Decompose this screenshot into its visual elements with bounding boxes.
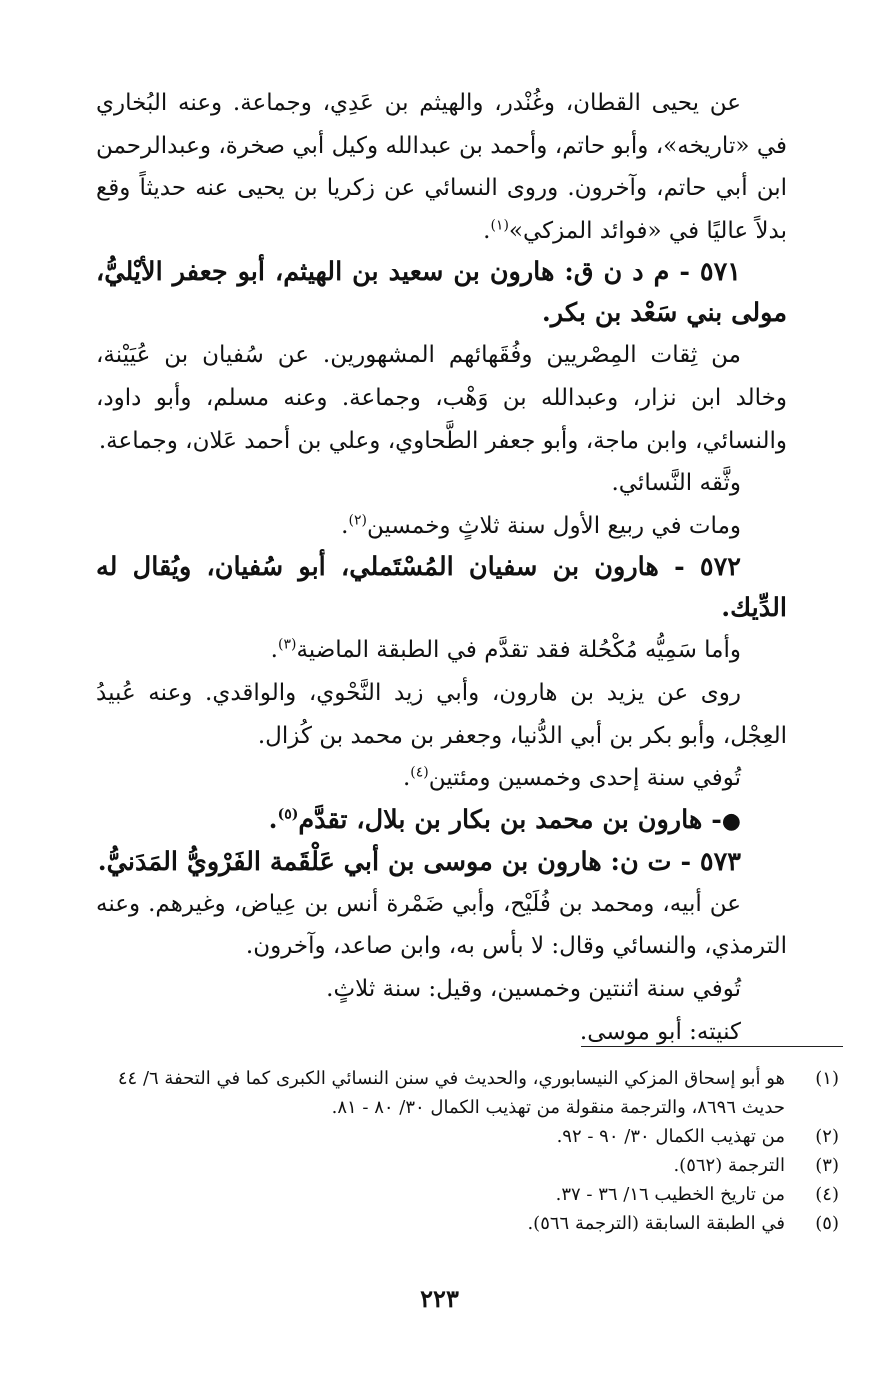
paragraph-572-sources: روى عن يزيد بن هارون، وأبي زيد النَّحْوي، والواقدي. وعنه عُبيدُ العِجْل، وأبو بكر بن أبي الدُّنيا، وجعفر بن محمد بن كُزال.: [96, 679, 787, 749]
footnote: [96, 1209, 839, 1238]
footnote-divider: [581, 1046, 843, 1047]
page-number: ٢٢٣: [420, 1284, 459, 1313]
entry-heading-573: ٥٧٣ - ت ن: هارون بن موسى بن أبي عَلْقَمة الفَرْويُّ المَدَنيُّ.: [97, 846, 741, 877]
entry-heading-cross-reference: ●- هارون بن محمد بن بكار بن بلال، تقدَّم$^{(٥)}$.: [268, 804, 741, 835]
footnote-reference: (١): [490, 217, 509, 234]
footnote-text: في الطبقة السابقة (الترجمة ٥٦٦).: [527, 1213, 785, 1234]
bullet-marker: ●: [721, 807, 741, 834]
footnote: [96, 1180, 839, 1209]
footnote-number: (٢): [815, 1126, 839, 1147]
paragraph-571-reliability: وثَّقه النَّسائي.: [611, 470, 741, 497]
footnote-reference: (٢): [348, 512, 367, 529]
footnote-text: من تاريخ الخطيب ١٦/ ٣٦ - ٣٧.: [555, 1184, 785, 1205]
entry-heading-572: ٥٧٢ - هارون بن سفيان المُسْتَملي، أبو سُفيان، ويُقال له الدِّيك.: [96, 552, 787, 624]
paragraph-573-death: تُوفي سنة اثنتين وخمسين، وقيل: سنة ثلاثٍ.: [326, 975, 741, 1002]
paragraph-continuation: عن يحيى القطان، وغُنْدر، والهيثم بن عَدِي، وجماعة. وعنه البُخاري في «تاريخه»، وأبو حاتم، وأحمد بن عبدالله وكيل أبي صخرة، وعبدالرحمن ابن أبي حاتم، وآخرون. وروى النسائي عن زكريا بن يحيى عنه حديثاً وقع بدلاً عاليًا في «فوائد المزكي»$^{(١)}$.: [96, 90, 787, 244]
footnote-number: (٣): [815, 1155, 839, 1176]
footnote-number: (٤): [815, 1184, 839, 1205]
heading-text: - هارون بن محمد بن بكار بن بلال، تقدَّم: [298, 804, 722, 835]
paragraph-text: وأما سَمِيُّه مُكْحُلة فقد تقدَّم في الطبقة الماضية: [296, 637, 741, 664]
paragraph-text: عن يحيى القطان، وغُنْدر، والهيثم بن عَدِي، وجماعة. وعنه البُخاري في «تاريخه»، وأبو حاتم، وأحمد بن عبدالله وكيل أبي صخرة، وعبدالرحمن ابن أبي حاتم، وآخرون. وروى النسائي عن زكريا بن يحيى عنه حديثاً وقع بدلاً عاليًا في «فوائد المزكي»: [96, 90, 787, 244]
paragraph-573-sources: عن أبيه، ومحمد بن فُلَيْح، وأبي ضَمْرة أنس بن عِياض، وغيرهم. وعنه الترمذي، والنسائي وقال: لا بأس به، وابن صاعد، وآخرون.: [96, 890, 787, 960]
paragraph-572-death: تُوفي سنة إحدى وخمسين ومئتين$^{(٤)}$.: [402, 764, 741, 792]
footnote: [96, 1122, 839, 1151]
footnote-number: (١): [815, 1068, 839, 1089]
footnote-text: الترجمة (٥٦٢).: [673, 1155, 785, 1176]
footnote-text: من تهذيب الكمال ٣٠/ ٩٠ - ٩٢.: [556, 1126, 785, 1147]
footnote-reference: (٥): [277, 806, 299, 823]
paragraph-573-kunya: كنيته: أبو موسى.: [579, 1018, 741, 1045]
footnote-reference: (٣): [277, 636, 297, 653]
footnote-text: هو أبو إسحاق المزكي النيسابوري، والحديث في سنن النسائي الكبرى كما في التحفة ٦/ ٤٤ حديث ٨٦٩٦، والترجمة منقولة من تهذيب الكمال ٣٠/ ٨٠ - ٨١.: [117, 1068, 785, 1118]
paragraph-571-death: ومات في ربيع الأول سنة ثلاثٍ وخمسين$^{(٢)}$.: [341, 512, 741, 539]
paragraph-571-sources: من ثِقات المِصْريين وفُقَهائهم المشهورين. عن سُفيان بن عُيَيْنة، وخالد ابن نزار، وعبدالله بن وَهْب، وجماعة. وعنه مسلم، وأبو داود، والنسائي، وابن ماجة، وأبو جعفر الطَّحاوي، وعلي بن أحمد عَلان، وجماعة.: [96, 342, 788, 454]
paragraph-572-namesake: وأما سَمِيُّه مُكْحُلة فقد تقدَّم في الطبقة الماضية$^{(٣)}$.: [270, 636, 741, 664]
paragraph-text: تُوفي سنة إحدى وخمسين ومئتين: [428, 765, 741, 792]
footnotes: [96, 1064, 839, 1238]
entry-heading-571: ٥٧١ - م د ن ق: هارون بن سعيد بن الهيثم، أبو جعفر الأيْليُّ، مولى بني سَعْد بن بكر.: [96, 257, 787, 329]
paragraph-text: ومات في ربيع الأول سنة ثلاثٍ وخمسين: [366, 512, 741, 539]
footnote: [96, 1064, 839, 1122]
footnote-reference: (٤): [410, 764, 429, 781]
main-text: [96, 82, 787, 1053]
footnote-number: (٥): [815, 1213, 839, 1234]
footnote: [96, 1151, 839, 1180]
